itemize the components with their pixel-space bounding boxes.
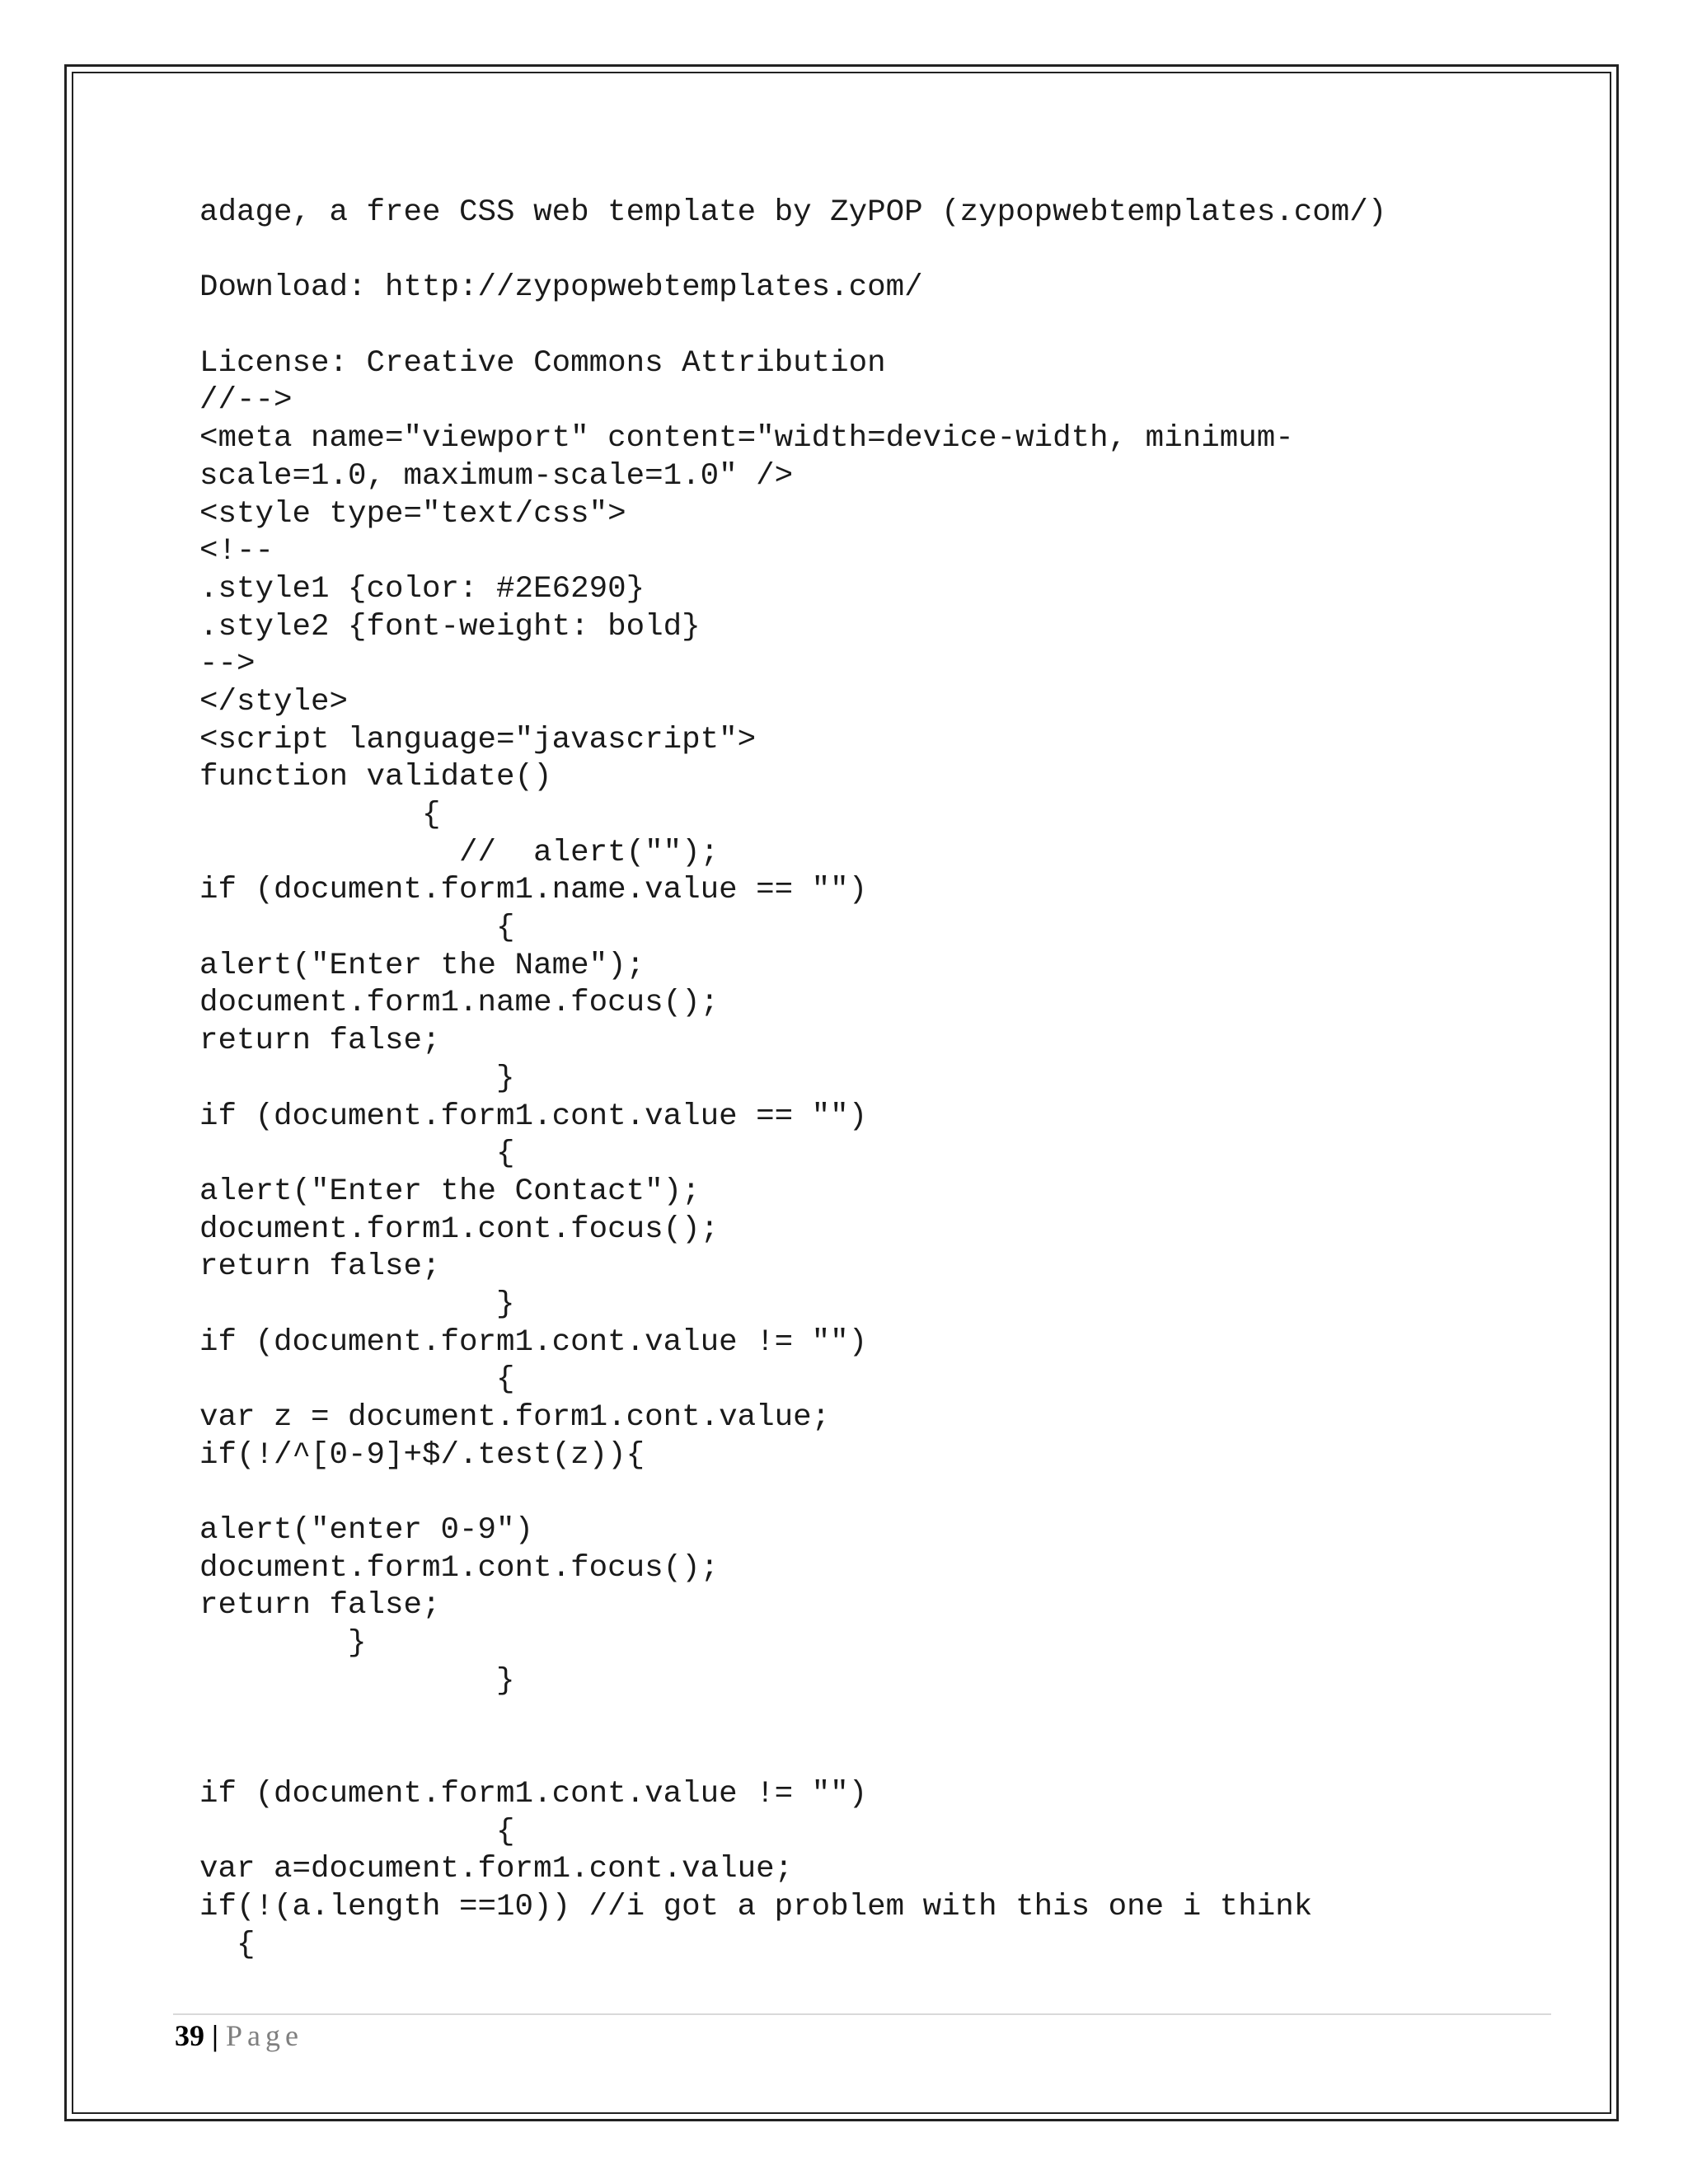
footer-separator: | bbox=[212, 2019, 218, 2052]
footer-divider bbox=[173, 2013, 1551, 2015]
code-line: } bbox=[199, 1286, 515, 1322]
code-line bbox=[199, 1701, 1551, 1739]
code-line: scale=1.0, maximum-scale=1.0" /> bbox=[199, 458, 794, 494]
code-line: License: Creative Commons Attribution bbox=[199, 345, 886, 381]
code-line: var a=document.form1.cont.value; bbox=[199, 1852, 794, 1887]
code-line: alert("enter 0-9") bbox=[199, 1513, 534, 1549]
code-line: function validate() bbox=[199, 760, 552, 795]
code-line: // alert(""); bbox=[199, 835, 720, 870]
code-line: if (document.form1.cont.value == "") bbox=[199, 1099, 868, 1134]
code-line bbox=[199, 1738, 1551, 1776]
code-line: { bbox=[199, 1927, 256, 1962]
code-line: { bbox=[199, 1362, 515, 1398]
code-line: alert("Enter the Contact"); bbox=[199, 1174, 701, 1209]
code-line: { bbox=[199, 1814, 515, 1849]
code-line: { bbox=[199, 911, 515, 946]
code-line: .style1 {color: #2E6290} bbox=[199, 571, 645, 607]
code-line: document.form1.name.focus(); bbox=[199, 986, 720, 1021]
code-line: <!-- bbox=[199, 534, 274, 569]
code-line: --> bbox=[199, 647, 256, 682]
code-line: //--> bbox=[199, 383, 293, 419]
code-line: { bbox=[199, 798, 441, 832]
code-line bbox=[199, 232, 1551, 270]
code-line: Download: http://zypopwebtemplates.com/ bbox=[199, 270, 923, 306]
code-line: adage, a free CSS web template by ZyPOP (zypopwebtemplates.com/) bbox=[199, 195, 1387, 230]
code-listing bbox=[199, 194, 1551, 1964]
code-line bbox=[199, 1474, 1551, 1512]
code-line: alert("Enter the Name"); bbox=[199, 948, 645, 983]
code-line: } bbox=[199, 1061, 515, 1096]
code-line: document.form1.cont.focus(); bbox=[199, 1212, 720, 1247]
code-line: document.form1.cont.focus(); bbox=[199, 1550, 720, 1586]
code-line: if (document.form1.cont.value != "") bbox=[199, 1324, 868, 1360]
code-line: return false; bbox=[199, 1249, 441, 1285]
code-line: </style> bbox=[199, 684, 349, 719]
code-line bbox=[199, 307, 1551, 345]
code-line: <style type="text/css"> bbox=[199, 496, 626, 532]
code-line: return false; bbox=[199, 1588, 441, 1624]
code-line: <script language="javascript"> bbox=[199, 722, 757, 757]
code-line: <meta name="viewport" content="width=device-width, minimum- bbox=[199, 421, 1294, 457]
code-line: return false; bbox=[199, 1024, 441, 1059]
code-line: } bbox=[199, 1626, 367, 1661]
code-line: if(!(a.length ==10)) //i got a problem with this one i think bbox=[199, 1889, 1313, 1924]
code-line: { bbox=[199, 1137, 515, 1172]
page-label: Page bbox=[225, 2019, 303, 2052]
code-line: if(!/^[0-9]+$/.test(z)){ bbox=[199, 1437, 645, 1473]
code-line: if (document.form1.name.value == "") bbox=[199, 873, 868, 908]
code-line: .style2 {font-weight: bold} bbox=[199, 609, 701, 644]
code-line: } bbox=[199, 1663, 515, 1699]
page-footer bbox=[175, 2018, 303, 2054]
code-line: var z = document.form1.cont.value; bbox=[199, 1400, 831, 1435]
page-number: 39 bbox=[175, 2019, 204, 2052]
code-line: if (document.form1.cont.value != "") bbox=[199, 1776, 868, 1811]
